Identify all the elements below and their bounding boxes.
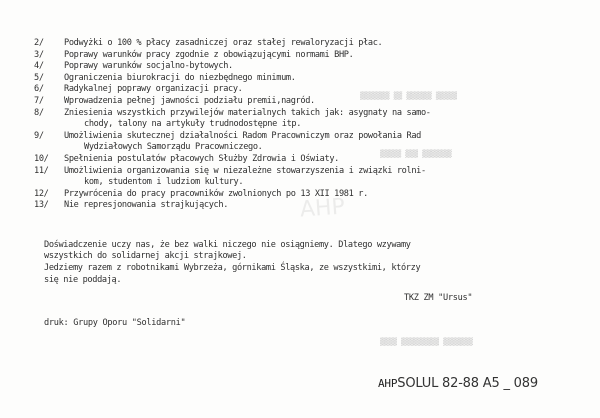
bleed-through-text: ▒▒▒▒▒ ▒▒▒▒▒▒ ▒▒ ▒▒▒▒▒▒▒ — [360, 92, 457, 100]
list-item-number: 9/ — [34, 130, 44, 141]
list-item-number: 7/ — [34, 96, 44, 106]
closing-line: wszystkich do solidarnej akcji strajkowej. — [44, 251, 247, 262]
list-item-number: 12/ — [34, 188, 49, 199]
list-item-text: Umożliwienia skutecznej działalności Radom Pracowniczym oraz powołania Rad — [64, 130, 421, 141]
printed-by: druk: Grupy Oporu "Solidarni" — [44, 318, 186, 328]
closing-line: Doświadczenie uczy nas, że bez walki niczego nie osiągniemy. Dlatego wzywamy — [44, 240, 411, 250]
archive-stamp — [378, 376, 538, 391]
list-item-text: Radykalnej poprawy organizacji pracy. — [64, 84, 243, 95]
archive-code: SOLUL 82-88 A5 _ 089 — [397, 376, 538, 391]
signature: TKZ ZM "Ursus" — [404, 293, 473, 303]
list-item-text: Poprawy warunków socjalno-bytowych. — [64, 61, 233, 72]
list-item-number: 13/ — [34, 200, 49, 211]
list-item-number: 6/ — [34, 84, 44, 95]
archive-prefix: AHP — [378, 377, 398, 390]
list-item-text: Zniesienia wszystkich przywilejów materialnych takich jak: asygnaty na samo- — [64, 107, 431, 118]
bleed-through-text: ▒▒▒▒▒▒▒ ▒▒▒▒▒▒▒▒▒ ▒▒▒▒ — [380, 338, 473, 346]
list-item-number: 3/ — [34, 49, 44, 60]
list-item-text: Nie represjonowania strajkujących. — [64, 200, 229, 211]
list-item-text: chody, talony na artykuły trudnodostępne itp. — [84, 119, 302, 130]
list-item-text: Podwyżki o 100 % płacy zasadniczej oraz stałej rewaloryzacji płac. — [64, 38, 383, 48]
list-item-number: 11/ — [34, 165, 49, 176]
closing-line: się nie poddają. — [44, 274, 122, 285]
list-item-number: 5/ — [34, 72, 44, 83]
list-item-text: Wydziałowych Samorządu Pracowniczego. — [84, 142, 263, 153]
watermark: AHP — [299, 194, 346, 223]
list-item-text: Poprawy warunków pracy zgodnie z obowiązującymi normami BHP. — [64, 49, 354, 60]
list-item-text: Przywrócenia do pracy pracowników zwolnionych po 13 XII 1981 r. — [64, 188, 368, 199]
list-item-text: Ograniczenia biurokracji do niezbędnego minimum. — [64, 72, 296, 83]
list-item-text: kom, studentom i ludziom kultury. — [84, 177, 244, 188]
list-item-number: 8/ — [34, 107, 44, 118]
list-item-number: 10/ — [34, 154, 49, 164]
list-item-number: 4/ — [34, 61, 44, 72]
list-item-text: Umożliwienia organizowania się w niezależne stowarzyszenia i związki rolni- — [64, 165, 426, 176]
list-item-text: Spełnienia postulatów płacowych Służby Zdrowia i Oświaty. — [64, 154, 339, 164]
bleed-through-text: ▒▒▒▒▒▒▒ ▒▒▒ ▒▒▒▒▒ — [380, 150, 452, 158]
list-item-number: 2/ — [34, 38, 44, 48]
list-item-text: Wprowadzenia pełnej jawności podziału premii,nagród. — [64, 96, 315, 106]
closing-line: Jedziemy razem z robotnikami Wybrzeża, górnikami Śląska, ze wszystkimi, którzy — [44, 263, 421, 274]
